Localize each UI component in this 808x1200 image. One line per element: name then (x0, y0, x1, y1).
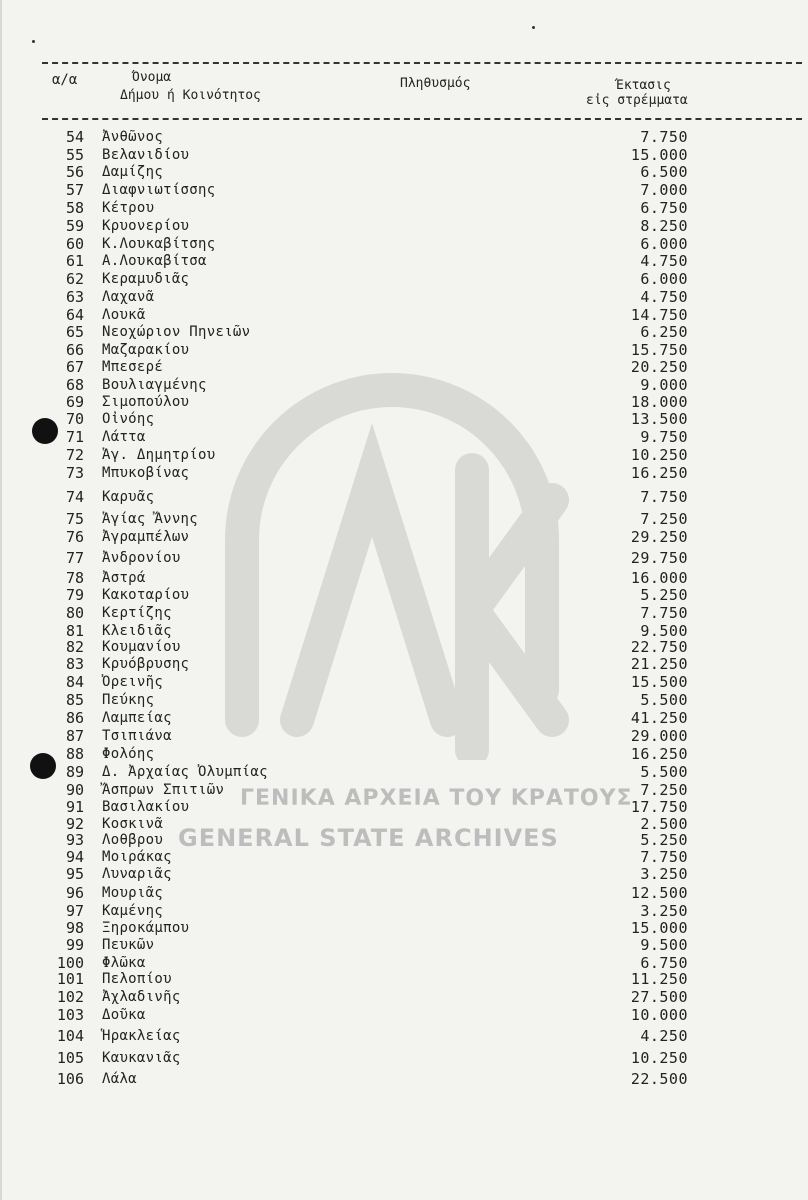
row-index: 55 (65, 146, 84, 164)
municipality-name: Μοιράκας (102, 849, 172, 865)
area-value: 4.750 (640, 288, 688, 306)
municipality-name: Ἀστρά (102, 570, 146, 586)
municipality-name: Α.Λουκαβίτσα (102, 253, 207, 269)
municipality-name: Δαμίζης (102, 164, 164, 180)
table-row (2, 464, 808, 482)
header-top-rule (42, 62, 802, 64)
area-value: 29.750 (630, 549, 688, 567)
municipality-name: Καμένης (102, 903, 164, 919)
row-index: 71 (65, 428, 84, 446)
area-value: 29.250 (630, 528, 688, 546)
municipality-name: Δ. Ἀρχαίας Ὀλυμπίας (102, 764, 268, 780)
table-row (2, 410, 808, 428)
table-row (2, 1049, 808, 1067)
row-index: 93 (65, 831, 84, 849)
table-row (2, 586, 808, 604)
table-row (2, 528, 808, 546)
area-value: 21.250 (630, 655, 688, 673)
municipality-name: Φλῶκα (102, 955, 146, 971)
row-index: 56 (65, 163, 84, 181)
municipality-name: Μαζαρακίου (102, 342, 190, 358)
area-value: 16.250 (630, 464, 688, 482)
table-row (2, 323, 808, 341)
row-index: 63 (65, 288, 84, 306)
area-value: 7.750 (640, 604, 688, 622)
table-row (2, 288, 808, 306)
table-row (2, 970, 808, 988)
area-value: 6.750 (640, 954, 688, 972)
row-index: 84 (65, 673, 84, 691)
municipality-name: Κέτρου (102, 200, 155, 216)
municipality-name: Λάττα (102, 429, 146, 445)
area-value: 18.000 (630, 393, 688, 411)
row-index: 74 (65, 488, 84, 506)
area-value: 7.750 (640, 848, 688, 866)
row-index: 102 (56, 988, 84, 1006)
table-row (2, 1006, 808, 1024)
header-bottom-rule (42, 118, 802, 120)
row-index: 90 (65, 781, 84, 799)
row-index: 66 (65, 341, 84, 359)
municipality-name: Κακοταρίου (102, 587, 190, 603)
area-value: 9.750 (640, 428, 688, 446)
area-value: 9.000 (640, 376, 688, 394)
table-row (2, 376, 808, 394)
municipality-name: Πελοπίου (102, 971, 172, 987)
table-row (2, 128, 808, 146)
municipality-name: Κερτίζης (102, 605, 172, 621)
municipality-name: Κρυόβρυσης (102, 656, 190, 672)
row-index: 76 (65, 528, 84, 546)
table-row (2, 306, 808, 324)
area-value: 5.500 (640, 763, 688, 781)
municipality-name: Μπεσερέ (102, 359, 164, 375)
ink-speck (532, 26, 535, 29)
area-value: 11.250 (630, 970, 688, 988)
row-index: 83 (65, 655, 84, 673)
row-index: 87 (65, 727, 84, 745)
column-header-population: Πληθυσμός (400, 76, 471, 91)
municipality-name: Καυκανιᾶς (102, 1050, 181, 1066)
area-value: 15.750 (630, 341, 688, 359)
column-header-index: α/α (52, 72, 78, 88)
table-row (2, 488, 808, 506)
municipality-name: Νεοχώριον Πηνειῶν (102, 324, 251, 340)
area-value: 8.250 (640, 217, 688, 235)
row-index: 64 (65, 306, 84, 324)
area-value: 14.750 (630, 306, 688, 324)
municipality-name: Ἄσπρων Σπιτιῶν (102, 782, 225, 798)
municipality-name: Λάλα (102, 1071, 137, 1087)
municipality-name: Ἀνδρονίου (102, 550, 181, 566)
column-header-area-line2: εἰς στρέμματα (586, 93, 688, 108)
table-row (2, 709, 808, 727)
row-index: 70 (65, 410, 84, 428)
area-value: 2.500 (640, 815, 688, 833)
table-row (2, 745, 808, 763)
municipality-name: Μπυκοβίνας (102, 465, 190, 481)
municipality-name: Διαφνιωτίσσης (102, 182, 216, 198)
row-index: 91 (65, 798, 84, 816)
area-value: 15.500 (630, 673, 688, 691)
area-value: 6.500 (640, 163, 688, 181)
area-value: 9.500 (640, 622, 688, 640)
row-index: 89 (65, 763, 84, 781)
municipality-name: Βουλιαγμένης (102, 377, 207, 393)
row-index: 69 (65, 393, 84, 411)
area-value: 27.500 (630, 988, 688, 1006)
table-row (2, 727, 808, 745)
municipality-name: Ἡρακλείας (102, 1028, 181, 1044)
watermark-text-english: GENERAL STATE ARCHIVES (178, 824, 559, 852)
municipality-name: Μουριᾶς (102, 885, 164, 901)
area-value: 41.250 (630, 709, 688, 727)
area-value: 7.000 (640, 181, 688, 199)
area-value: 16.250 (630, 745, 688, 763)
table-row (2, 798, 808, 816)
municipality-name: Ἀχλαδινῆς (102, 989, 181, 1005)
table-row (2, 1027, 808, 1045)
row-index: 57 (65, 181, 84, 199)
municipality-name: Λουκᾶ (102, 307, 146, 323)
municipality-name: Βελανιδίου (102, 147, 190, 163)
table-row (2, 884, 808, 902)
area-value: 13.500 (630, 410, 688, 428)
municipality-name: Ἀνθῶνος (102, 129, 164, 145)
area-value: 10.250 (630, 446, 688, 464)
area-value: 15.000 (630, 146, 688, 164)
municipality-name: Ἁγίας Ἄννης (102, 511, 199, 527)
row-index: 82 (65, 638, 84, 656)
row-index: 96 (65, 884, 84, 902)
table-row (2, 341, 808, 359)
table-row (2, 831, 808, 849)
row-index: 95 (65, 865, 84, 883)
row-index: 85 (65, 691, 84, 709)
row-index: 104 (56, 1027, 84, 1045)
area-value: 16.000 (630, 569, 688, 587)
area-value: 17.750 (630, 798, 688, 816)
table-row (2, 446, 808, 464)
row-index: 58 (65, 199, 84, 217)
row-index: 103 (56, 1006, 84, 1024)
row-index: 105 (56, 1049, 84, 1067)
area-value: 7.250 (640, 781, 688, 799)
row-index: 75 (65, 510, 84, 528)
row-index: 65 (65, 323, 84, 341)
column-header-name-line2: Δήμου ή Κοινότητος (120, 88, 261, 103)
column-header-name-line1: Όνομα (132, 70, 172, 85)
punch-hole (30, 753, 56, 779)
area-value: 3.250 (640, 865, 688, 883)
municipality-name: Ξηροκάμπου (102, 920, 190, 936)
municipality-name: Λυναριᾶς (102, 866, 172, 882)
row-index: 101 (56, 970, 84, 988)
table-row (2, 270, 808, 288)
table-row (2, 569, 808, 587)
table-row (2, 252, 808, 270)
table-row (2, 936, 808, 954)
row-index: 60 (65, 235, 84, 253)
area-value: 9.500 (640, 936, 688, 954)
watermark-text-greek: ΓΕΝΙΚΑ ΑΡΧΕΙΑ ΤΟΥ ΚΡΑΤΟΥΣ (240, 786, 633, 811)
municipality-name: Τσιπιάνα (102, 728, 172, 744)
table-row (2, 358, 808, 376)
municipality-name: Βασιλακίου (102, 799, 190, 815)
municipality-name: Ἁγ. Δημητρίου (102, 447, 216, 463)
row-index: 59 (65, 217, 84, 235)
column-header-area-line1: Έκτασις (616, 78, 671, 93)
area-value: 22.500 (630, 1070, 688, 1088)
row-index: 94 (65, 848, 84, 866)
area-value: 3.250 (640, 902, 688, 920)
table-row (2, 988, 808, 1006)
punch-hole (32, 418, 58, 444)
row-index: 72 (65, 446, 84, 464)
area-value: 6.000 (640, 270, 688, 288)
row-index: 88 (65, 745, 84, 763)
table-row (2, 1070, 808, 1088)
table-row (2, 393, 808, 411)
table-row (2, 919, 808, 937)
table-row (2, 181, 808, 199)
table-row (2, 146, 808, 164)
municipality-name: Κ.Λουκαβίτσης (102, 236, 216, 252)
municipality-name: Κουμανίου (102, 639, 181, 655)
area-value: 22.750 (630, 638, 688, 656)
municipality-name: Σιμοπούλου (102, 394, 190, 410)
table-row (2, 428, 808, 446)
table-row (2, 510, 808, 528)
table-row (2, 763, 808, 781)
area-value: 20.250 (630, 358, 688, 376)
municipality-name: Φολόης (102, 746, 155, 762)
municipality-name: Κεραμυδιᾶς (102, 271, 190, 287)
row-index: 68 (65, 376, 84, 394)
table-row (2, 865, 808, 883)
table-row (2, 638, 808, 656)
row-index: 99 (65, 936, 84, 954)
row-index: 80 (65, 604, 84, 622)
municipality-name: Λαμπείας (102, 710, 172, 726)
row-index: 78 (65, 569, 84, 587)
row-index: 61 (65, 252, 84, 270)
table-row (2, 781, 808, 799)
municipality-name: Κλειδιᾶς (102, 623, 172, 639)
area-value: 4.750 (640, 252, 688, 270)
row-index: 86 (65, 709, 84, 727)
area-value: 5.250 (640, 831, 688, 849)
area-value: 15.000 (630, 919, 688, 937)
row-index: 100 (56, 954, 84, 972)
table-row (2, 691, 808, 709)
area-value: 6.750 (640, 199, 688, 217)
table-row (2, 217, 808, 235)
area-value: 12.500 (630, 884, 688, 902)
area-value: 7.750 (640, 128, 688, 146)
ink-speck (32, 40, 35, 43)
table-row (2, 848, 808, 866)
area-value: 5.250 (640, 586, 688, 604)
table-row (2, 163, 808, 181)
area-value: 29.000 (630, 727, 688, 745)
table-row (2, 902, 808, 920)
row-index: 73 (65, 464, 84, 482)
area-value: 6.250 (640, 323, 688, 341)
municipality-name: Καρυᾶς (102, 489, 155, 505)
municipality-name: Λαχανᾶ (102, 289, 155, 305)
area-value: 7.250 (640, 510, 688, 528)
area-value: 4.250 (640, 1027, 688, 1045)
area-value: 10.250 (630, 1049, 688, 1067)
row-index: 54 (65, 128, 84, 146)
municipality-name: Λοθβρου (102, 832, 164, 848)
municipality-name: Κοσκινᾶ (102, 816, 164, 832)
table-row (2, 604, 808, 622)
row-index: 62 (65, 270, 84, 288)
area-value: 5.500 (640, 691, 688, 709)
table-row (2, 673, 808, 691)
row-index: 67 (65, 358, 84, 376)
table-row (2, 235, 808, 253)
area-value: 10.000 (630, 1006, 688, 1024)
row-index: 77 (65, 549, 84, 567)
municipality-name: Ὀρεινῆς (102, 674, 164, 690)
table-row (2, 655, 808, 673)
row-index: 97 (65, 902, 84, 920)
row-index: 106 (56, 1070, 84, 1088)
row-index: 98 (65, 919, 84, 937)
area-value: 6.000 (640, 235, 688, 253)
municipality-name: Ἀγραμπέλων (102, 529, 190, 545)
table-row (2, 199, 808, 217)
municipality-name: Πευκῶν (102, 937, 155, 953)
row-index: 79 (65, 586, 84, 604)
area-value: 7.750 (640, 488, 688, 506)
row-index: 81 (65, 622, 84, 640)
municipality-name: Οἰνόης (102, 411, 155, 427)
row-index: 92 (65, 815, 84, 833)
table-row (2, 549, 808, 567)
municipality-name: Δοῦκα (102, 1007, 146, 1023)
municipality-name: Κρυονερίου (102, 218, 190, 234)
municipality-name: Πεύκης (102, 692, 155, 708)
